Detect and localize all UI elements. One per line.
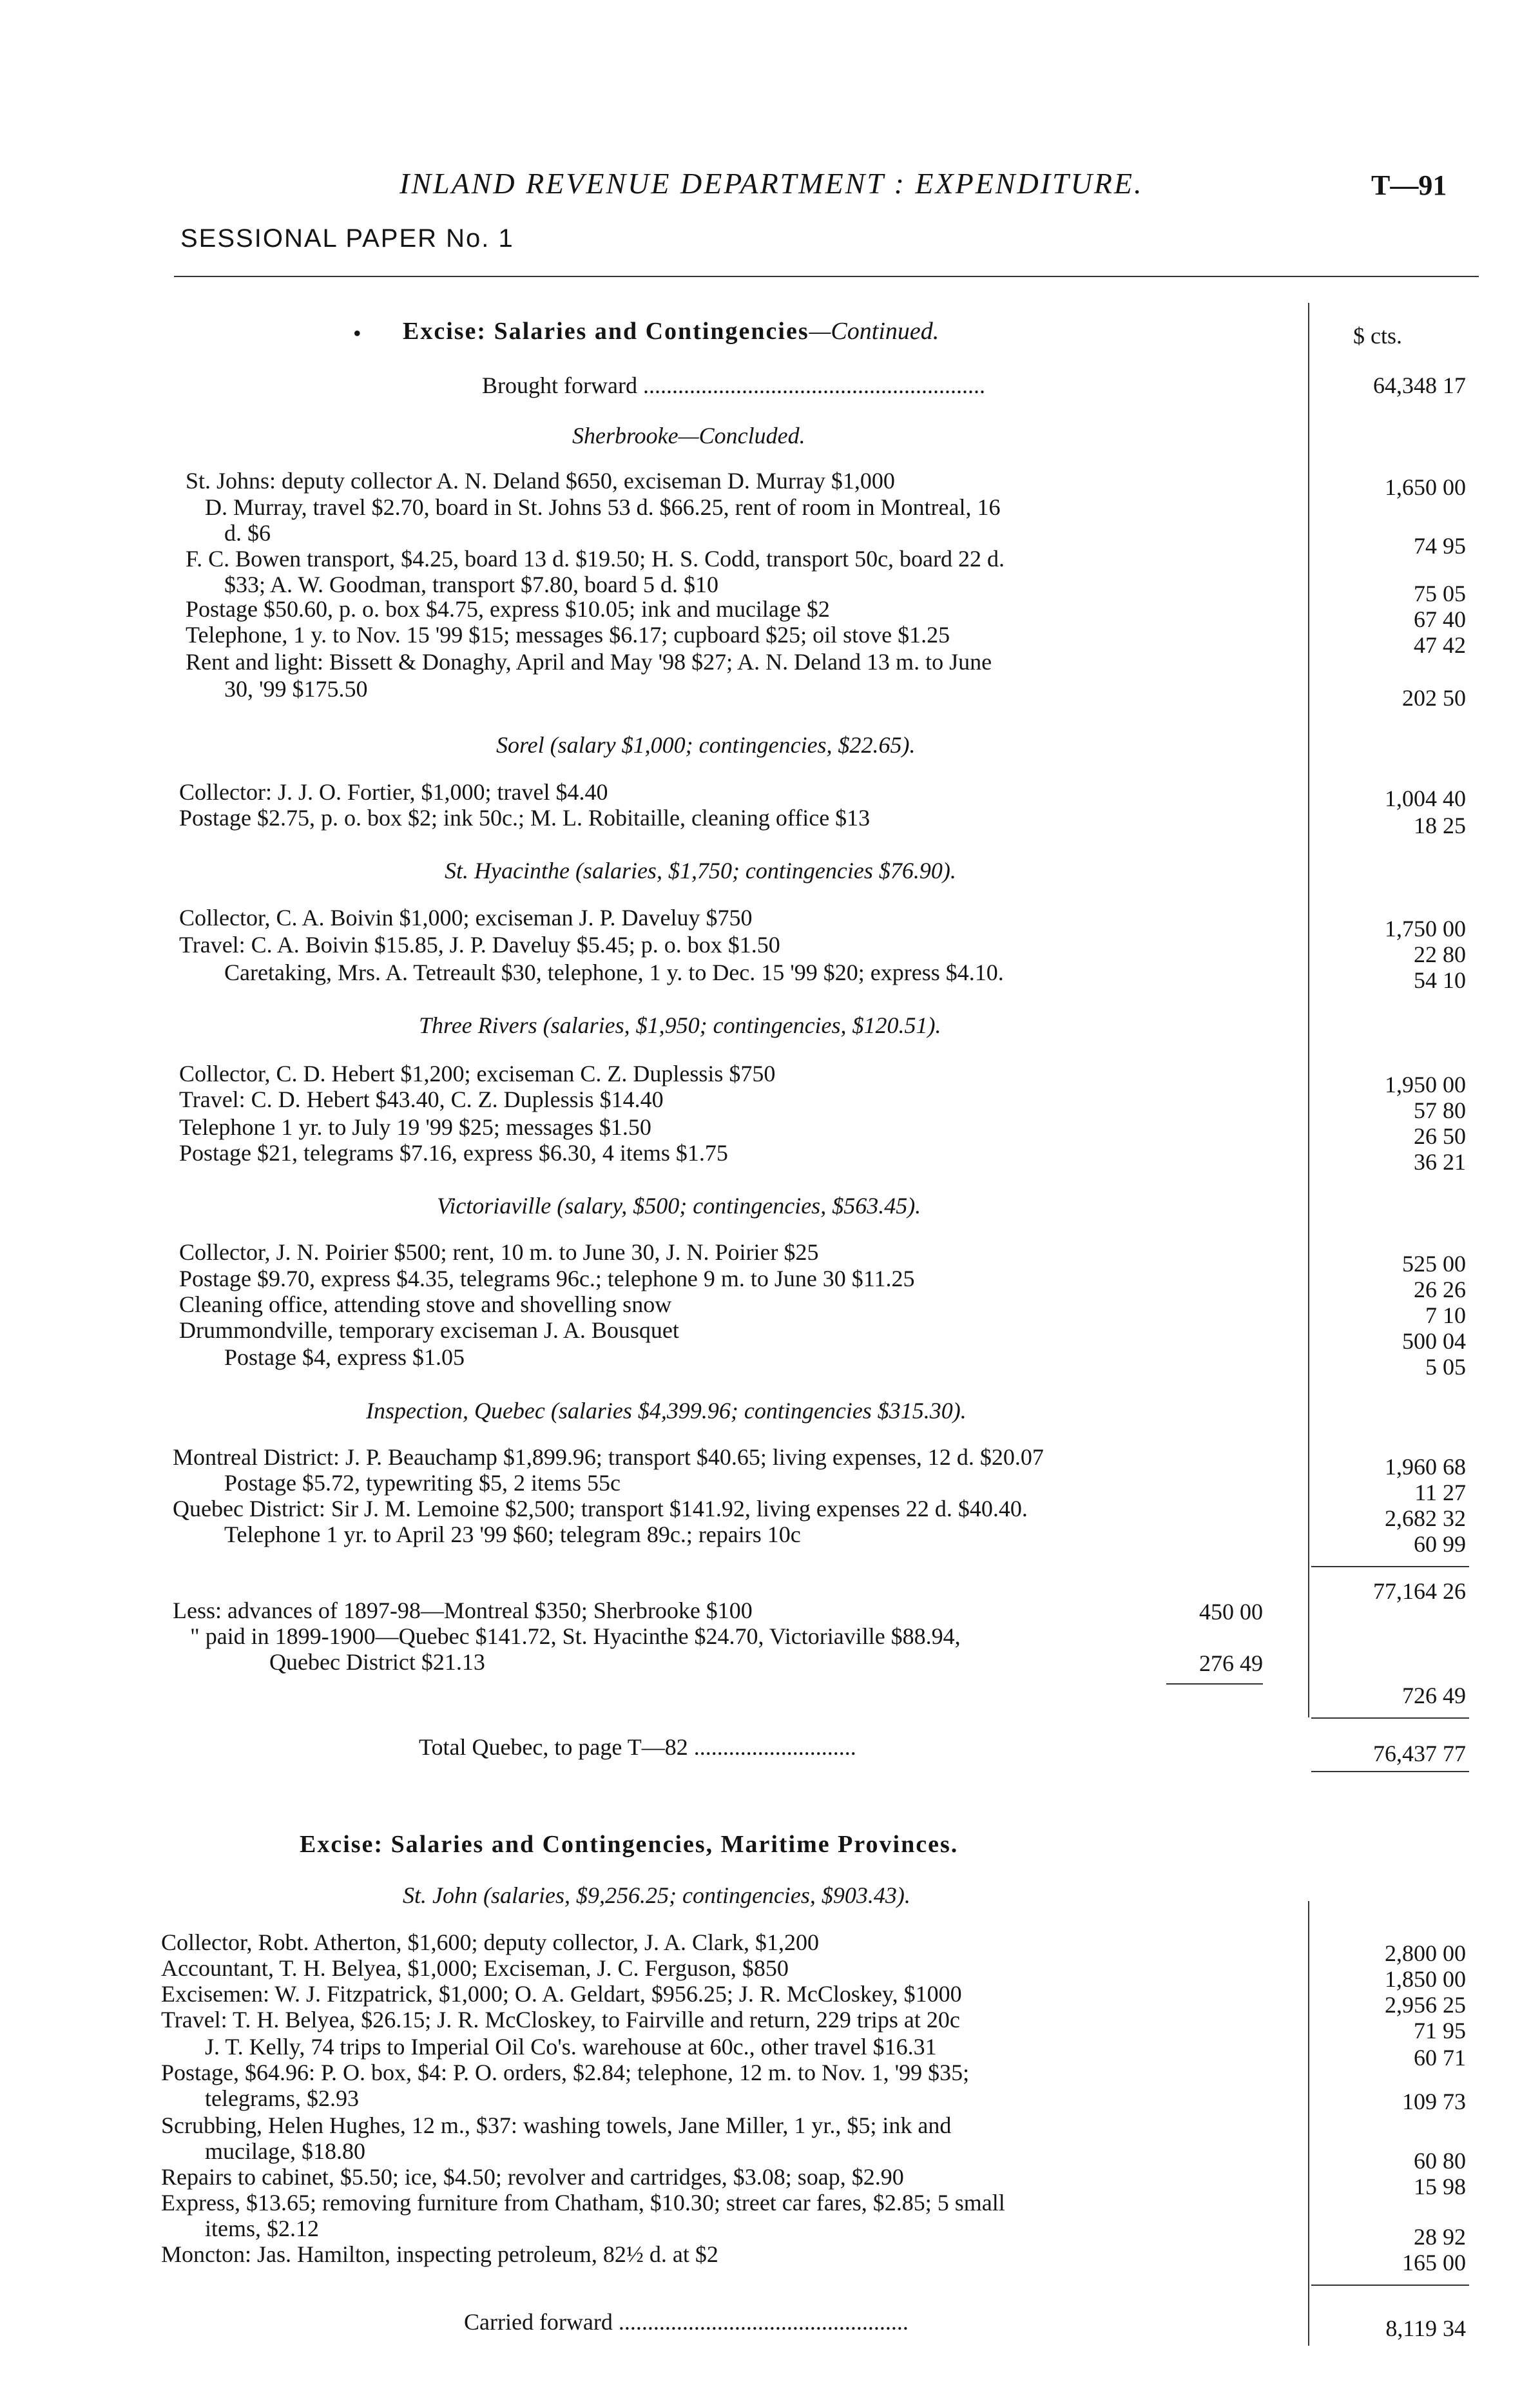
list-item-amount: 15 98	[1414, 2174, 1466, 2199]
subtotal-amount: 77,164 26	[1373, 1578, 1466, 1604]
list-item: Collector, J. N. Poirier $500; rent, 10 m. to June 30, J. N. Poirier $25	[179, 1239, 819, 1265]
list-item: D. Murray, travel $2.70, board in St. Johns 53 d. $66.25, rent of room in Montreal, 16	[205, 494, 1001, 520]
three-rivers-title: Three Rivers (salaries, $1,950; contingencies, $120.51).	[419, 1012, 941, 1038]
list-item: Collector: J. J. O. Fortier, $1,000; travel $4.40	[179, 779, 608, 805]
list-item-amount: 67 40	[1414, 606, 1466, 632]
list-item-amount: 54 10	[1414, 967, 1466, 993]
less-total: 726 49	[1402, 1683, 1466, 1708]
list-item-amount: 525 00	[1402, 1251, 1466, 1277]
list-item-amount: 60 80	[1414, 2148, 1466, 2174]
sherbrooke-title: Sherbrooke—Concluded.	[572, 423, 805, 449]
sessional-paper: SESSIONAL PAPER No. 1	[180, 224, 514, 253]
list-item-amount: 60 71	[1414, 2045, 1466, 2071]
page-number: T—91	[1371, 169, 1447, 201]
victoriaville-title: Victoriaville (salary, $500; contingencies, $563.45).	[437, 1193, 921, 1219]
list-item-amount: 2,682 32	[1385, 1505, 1466, 1531]
list-item: Postage $4, express $1.05	[224, 1344, 465, 1370]
header-rule	[174, 276, 1479, 277]
total-quebec-amount: 76,437 77	[1373, 1741, 1466, 1766]
section-heading-text: Excise: Salaries and Contingencies	[403, 318, 809, 345]
list-item: Repairs to cabinet, $5.50; ice, $4.50; revolver and cartridges, $3.08; soap, $2.90	[161, 2164, 904, 2190]
list-item-amount: 71 95	[1414, 2018, 1466, 2043]
list-item: Postage $2.75, p. o. box $2; ink 50c.; M. L. Robitaille, cleaning office $13	[179, 805, 871, 831]
list-item: Moncton: Jas. Hamilton, inspecting petroleum, 82½ d. at $2	[161, 2241, 718, 2267]
list-item: d. $6	[224, 520, 271, 546]
list-item: mucilage, $18.80	[205, 2138, 365, 2164]
list-item: Drummondville, temporary exciseman J. A. Bousquet	[179, 1317, 679, 1343]
list-item: Travel: T. H. Belyea, $26.15; J. R. McCloskey, to Fairville and return, 229 trips at 20c	[161, 2007, 960, 2033]
subtotal-rule	[1311, 1566, 1469, 1567]
list-item-amount: 1,850 00	[1385, 1966, 1466, 1992]
less-amount-1: 450 00	[1199, 1599, 1263, 1625]
carried-forward-label: Carried forward ..................................................	[464, 2309, 909, 2335]
list-item: Telephone, 1 y. to Nov. 15 '99 $15; messages $6.17; cupboard $25; oil stove $1.25	[186, 622, 950, 648]
list-item-amount: 1,950 00	[1385, 1072, 1466, 1097]
list-item: telegrams, $2.93	[205, 2085, 359, 2111]
list-item: Postage $9.70, express $4.35, telegrams 96c.; telephone 9 m. to June 30 $11.25	[179, 1266, 915, 1291]
amount-column-rule-top	[1308, 303, 1309, 1717]
list-item: Travel: C. D. Hebert $43.40, C. Z. Duplessis $14.40	[179, 1087, 664, 1112]
list-item: Postage $5.72, typewriting $5, 2 items 55c	[224, 1470, 621, 1496]
list-item-amount: 11 27	[1414, 1480, 1466, 1505]
list-item: Quebec District: Sir J. M. Lemoine $2,500; transport $141.92, living expenses 22 d. $40.40.	[173, 1496, 1028, 1522]
list-item-amount: 109 73	[1402, 2089, 1466, 2114]
section-heading-continued: —Continued.	[809, 318, 939, 345]
sorel-title: Sorel (salary $1,000; contingencies, $22.65).	[496, 732, 916, 758]
total-rule-bottom	[1311, 1771, 1469, 1772]
list-item-amount: 202 50	[1402, 685, 1466, 711]
list-item-amount: 47 42	[1414, 632, 1466, 658]
list-item-amount: 60 99	[1414, 1531, 1466, 1557]
list-item: Excisemen: W. J. Fitzpatrick, $1,000; O. A. Geldart, $956.25; J. R. McCloskey, $1000	[161, 1981, 962, 2007]
list-item: 30, '99 $175.50	[224, 676, 368, 702]
list-item-amount: 26 50	[1414, 1123, 1466, 1149]
list-item: Accountant, T. H. Belyea, $1,000; Exciseman, J. C. Ferguson, $850	[161, 1955, 789, 1981]
list-item: Collector, C. D. Hebert $1,200; exciseman C. Z. Duplessis $750	[179, 1061, 776, 1087]
bullet-mark: •	[353, 320, 361, 346]
list-item: Postage, $64.96: P. O. box, $4: P. O. orders, $2.84; telephone, 12 m. to Nov. 1, '99 $35;	[161, 2060, 970, 2085]
list-item-amount: 74 95	[1414, 533, 1466, 559]
total-quebec-label: Total Quebec, to page T—82 ............................	[419, 1734, 856, 1760]
list-item-amount: 2,956 25	[1385, 1992, 1466, 2018]
list-item: Collector, C. A. Boivin $1,000; exciseman J. P. Daveluy $750	[179, 905, 753, 931]
inspection-title: Inspection, Quebec (salaries $4,399.96; contingencies $315.30).	[366, 1398, 967, 1424]
currency-header: $ cts.	[1353, 323, 1402, 349]
list-item: Travel: C. A. Boivin $15.85, J. P. Daveluy $5.45; p. o. box $1.50	[179, 932, 780, 958]
list-item: St. Johns: deputy collector A. N. Deland $650, exciseman D. Murray $1,000	[186, 468, 895, 494]
list-item-amount: 165 00	[1402, 2250, 1466, 2275]
list-item: Postage $50.60, p. o. box $4.75, express $10.05; ink and mucilage $2	[186, 596, 830, 622]
list-item: F. C. Bowen transport, $4.25, board 13 d. $19.50; H. S. Codd, transport 50c, board 22 d.	[186, 546, 1005, 572]
less-line-1: Less: advances of 1897-98—Montreal $350; Sherbrooke $100	[173, 1598, 753, 1623]
list-item: Scrubbing, Helen Hughes, 12 m., $37: washing towels, Jane Miller, 1 yr., $5; ink and	[161, 2112, 952, 2138]
list-item-amount: 28 92	[1414, 2224, 1466, 2250]
list-item-amount: 36 21	[1414, 1149, 1466, 1175]
list-item-amount: 5 05	[1425, 1354, 1466, 1380]
list-item-amount: 500 04	[1402, 1328, 1466, 1354]
list-item: $33; A. W. Goodman, transport $7.80, board 5 d. $10	[224, 572, 718, 597]
list-item-amount: 22 80	[1414, 942, 1466, 967]
list-item: Telephone 1 yr. to July 19 '99 $25; messages $1.50	[179, 1114, 651, 1140]
list-item-amount: 1,750 00	[1385, 916, 1466, 942]
brought-forward-amount: 64,348 17	[1373, 372, 1466, 398]
list-item: Cleaning office, attending stove and shovelling snow	[179, 1291, 672, 1317]
less-line-3: Quebec District $21.13	[269, 1649, 485, 1675]
list-item: Collector, Robt. Atherton, $1,600; deputy collector, J. A. Clark, $1,200	[161, 1929, 819, 1955]
carried-forward-amount: 8,119 34	[1385, 2315, 1466, 2341]
list-item-amount: 1,960 68	[1385, 1454, 1466, 1480]
maritime-heading: Excise: Salaries and Contingencies, Maritime Provinces.	[300, 1831, 959, 1858]
less-rule	[1166, 1683, 1263, 1685]
list-item: Montreal District: J. P. Beauchamp $1,899.96; transport $40.65; living expenses, 12 d. $20.07	[173, 1444, 1044, 1470]
st-john-title: St. John (salaries, $9,256.25; contingencies, $903.43).	[403, 1882, 910, 1908]
less-line-2: " paid in 1899-1900—Quebec $141.72, St. Hyacinthe $24.70, Victoriaville $88.94,	[190, 1623, 961, 1649]
list-item-amount: 1,650 00	[1385, 474, 1466, 500]
brought-forward-label: Brought forward ...........................................................	[482, 372, 985, 398]
list-item-amount: 7 10	[1425, 1302, 1466, 1328]
list-item-amount: 1,004 40	[1385, 786, 1466, 811]
less-amount-2: 276 49	[1199, 1650, 1263, 1676]
st-hyacinthe-title: St. Hyacinthe (salaries, $1,750; contingencies $76.90).	[445, 858, 956, 884]
list-item: items, $2.12	[205, 2216, 319, 2241]
amount-column-rule-bottom	[1308, 1901, 1309, 2346]
section-heading	[403, 317, 939, 345]
list-item-amount: 26 26	[1414, 1277, 1466, 1302]
list-item: Telephone 1 yr. to April 23 '99 $60; telegram 89c.; repairs 10c	[224, 1522, 801, 1547]
list-item-amount: 18 25	[1414, 813, 1466, 838]
list-item: Rent and light: Bissett & Donaghy, April and May '98 $27; A. N. Deland 13 m. to June	[186, 649, 992, 675]
list-item: J. T. Kelly, 74 trips to Imperial Oil Co's. warehouse at 60c., other travel $16.31	[205, 2034, 937, 2060]
total-rule-top	[1311, 1717, 1469, 1719]
list-item-amount: 75 05	[1414, 581, 1466, 606]
page-title: INLAND REVENUE DEPARTMENT : EXPENDITURE.	[399, 167, 1144, 200]
list-item-amount: 57 80	[1414, 1097, 1466, 1123]
list-item: Express, $13.65; removing furniture from Chatham, $10.30; street car fares, $2.85; 5 small	[161, 2190, 1005, 2216]
list-item: Postage $21, telegrams $7.16, express $6.30, 4 items $1.75	[179, 1140, 728, 1166]
carried-rule	[1311, 2285, 1469, 2286]
list-item-amount: 2,800 00	[1385, 1940, 1466, 1966]
list-item: Caretaking, Mrs. A. Tetreault $30, telephone, 1 y. to Dec. 15 '99 $20; express $4.10.	[224, 960, 1004, 985]
